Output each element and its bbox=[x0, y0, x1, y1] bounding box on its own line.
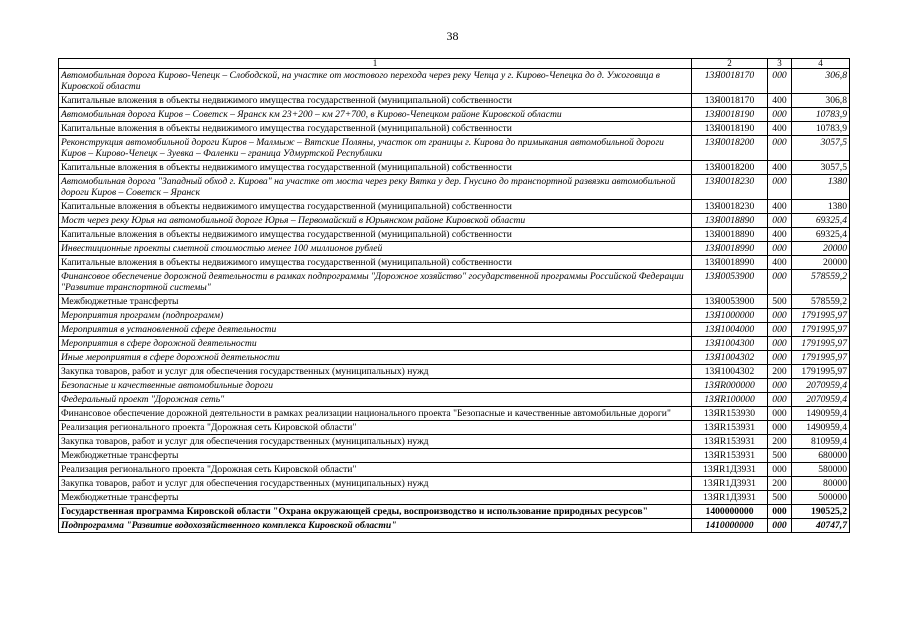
row-name-cell: Подпрограмма "Развитие водохозяйственного комплекса Кировской области" bbox=[59, 519, 692, 533]
row-code-cell: 13Я0018990 bbox=[692, 256, 768, 270]
row-amount-cell: 3057,5 bbox=[792, 136, 850, 161]
row-code-cell: 13Я1004300 bbox=[692, 337, 768, 351]
row-type-cell: 200 bbox=[768, 435, 792, 449]
table-row bbox=[59, 136, 850, 161]
row-amount-cell: 40747,7 bbox=[792, 519, 850, 533]
table-row bbox=[59, 108, 850, 122]
row-amount-cell: 10783,9 bbox=[792, 108, 850, 122]
table-row bbox=[59, 122, 850, 136]
row-name-cell: Капитальные вложения в объекты недвижимого имущества государственной (муниципальной) собственности bbox=[59, 122, 692, 136]
row-amount-cell: 1380 bbox=[792, 175, 850, 200]
row-name-cell: Иные мероприятия в сфере дорожной деятельности bbox=[59, 351, 692, 365]
table-row bbox=[59, 351, 850, 365]
table-row bbox=[59, 94, 850, 108]
table-row bbox=[59, 505, 850, 519]
row-type-cell: 000 bbox=[768, 505, 792, 519]
row-type-cell: 400 bbox=[768, 228, 792, 242]
row-amount-cell: 1380 bbox=[792, 200, 850, 214]
row-code-cell: 13Я0018170 bbox=[692, 69, 768, 94]
row-type-cell: 400 bbox=[768, 256, 792, 270]
row-code-cell: 13Я0053900 bbox=[692, 270, 768, 295]
row-amount-cell: 1791995,97 bbox=[792, 351, 850, 365]
table-row bbox=[59, 270, 850, 295]
row-name-cell: Реализация регионального проекта "Дорожная сеть Кировской области" bbox=[59, 421, 692, 435]
row-code-cell: 13Я0018230 bbox=[692, 200, 768, 214]
row-name-cell: Автомобильная дорога "Западный обход г. Кирова" на участке от моста через реку Вятка у дер. Гнусино до транспортной развязки автомобильной дороги Киров – Советск – Яранск bbox=[59, 175, 692, 200]
row-type-cell: 000 bbox=[768, 351, 792, 365]
row-name-cell: Закупка товаров, работ и услуг для обеспечения государственных (муниципальных) нужд bbox=[59, 477, 692, 491]
row-amount-cell: 306,8 bbox=[792, 94, 850, 108]
row-name-cell: Межбюджетные трансферты bbox=[59, 295, 692, 309]
row-amount-cell: 1791995,97 bbox=[792, 323, 850, 337]
row-type-cell: 000 bbox=[768, 136, 792, 161]
row-type-cell: 000 bbox=[768, 309, 792, 323]
row-amount-cell: 810959,4 bbox=[792, 435, 850, 449]
row-name-cell: Межбюджетные трансферты bbox=[59, 491, 692, 505]
row-type-cell: 000 bbox=[768, 379, 792, 393]
row-code-cell: 13Я0018190 bbox=[692, 108, 768, 122]
row-code-cell: 13ЯR153931 bbox=[692, 421, 768, 435]
table-row bbox=[59, 161, 850, 175]
row-amount-cell: 190525,2 bbox=[792, 505, 850, 519]
table-row bbox=[59, 463, 850, 477]
row-name-cell: Закупка товаров, работ и услуг для обеспечения государственных (муниципальных) нужд bbox=[59, 365, 692, 379]
row-code-cell: 13ЯR153931 bbox=[692, 435, 768, 449]
row-code-cell: 13Я0018200 bbox=[692, 161, 768, 175]
row-amount-cell: 3057,5 bbox=[792, 161, 850, 175]
row-type-cell: 000 bbox=[768, 242, 792, 256]
row-name-cell: Финансовое обеспечение дорожной деятельности в рамках реализации национального проекта "Безопасные и качественные автомобильные дороги" bbox=[59, 407, 692, 421]
row-type-cell: 000 bbox=[768, 270, 792, 295]
table-row bbox=[59, 365, 850, 379]
table-row bbox=[59, 323, 850, 337]
table-row bbox=[59, 421, 850, 435]
row-amount-cell: 69325,4 bbox=[792, 214, 850, 228]
table-header-row bbox=[59, 59, 850, 69]
table-row bbox=[59, 435, 850, 449]
table-row bbox=[59, 379, 850, 393]
row-type-cell: 000 bbox=[768, 175, 792, 200]
row-code-cell: 13Я0018230 bbox=[692, 175, 768, 200]
header-col-name: 1 bbox=[59, 59, 692, 69]
row-name-cell: Реконструкция автомобильной дороги Киров – Малмыж – Вятские Поляны, участок от границы г. Кирова до примыкания автомобильной дороги Киров – Кирово-Чепецк – Зуевка – Фаленки – граница Удмуртской Республики bbox=[59, 136, 692, 161]
row-code-cell: 13Я0018890 bbox=[692, 214, 768, 228]
row-type-cell: 500 bbox=[768, 449, 792, 463]
row-type-cell: 000 bbox=[768, 337, 792, 351]
header-col-code: 2 bbox=[692, 59, 768, 69]
row-type-cell: 400 bbox=[768, 200, 792, 214]
row-code-cell: 13Я1000000 bbox=[692, 309, 768, 323]
row-type-cell: 200 bbox=[768, 477, 792, 491]
row-type-cell: 400 bbox=[768, 122, 792, 136]
row-code-cell: 13ЯR1Д3931 bbox=[692, 477, 768, 491]
row-amount-cell: 2070959,4 bbox=[792, 393, 850, 407]
row-amount-cell: 500000 bbox=[792, 491, 850, 505]
row-code-cell: 13Я1004302 bbox=[692, 365, 768, 379]
row-amount-cell: 20000 bbox=[792, 242, 850, 256]
row-code-cell: 13Я1004000 bbox=[692, 323, 768, 337]
row-amount-cell: 578559,2 bbox=[792, 270, 850, 295]
row-type-cell: 000 bbox=[768, 421, 792, 435]
row-type-cell: 000 bbox=[768, 108, 792, 122]
row-name-cell: Автомобильная дорога Киров – Советск – Яранск км 23+200 – км 27+700, в Кирово-Чепецком районе Кировской области bbox=[59, 108, 692, 122]
row-amount-cell: 1490959,4 bbox=[792, 407, 850, 421]
row-code-cell: 13ЯR100000 bbox=[692, 393, 768, 407]
table-row bbox=[59, 214, 850, 228]
row-type-cell: 000 bbox=[768, 69, 792, 94]
table-row bbox=[59, 256, 850, 270]
row-name-cell: Мероприятия программ (подпрограмм) bbox=[59, 309, 692, 323]
row-type-cell: 000 bbox=[768, 407, 792, 421]
row-type-cell: 000 bbox=[768, 323, 792, 337]
row-type-cell: 500 bbox=[768, 491, 792, 505]
row-name-cell: Государственная программа Кировской области "Охрана окружающей среды, воспроизводство и использование природных ресурсов" bbox=[59, 505, 692, 519]
header-col-type: 3 bbox=[768, 59, 792, 69]
row-type-cell: 000 bbox=[768, 393, 792, 407]
row-amount-cell: 69325,4 bbox=[792, 228, 850, 242]
table-row bbox=[59, 175, 850, 200]
row-code-cell: 13Я0018190 bbox=[692, 122, 768, 136]
table-row bbox=[59, 242, 850, 256]
row-code-cell: 13Я0018890 bbox=[692, 228, 768, 242]
row-code-cell: 13ЯR1Д3931 bbox=[692, 463, 768, 477]
row-code-cell: 13ЯR153931 bbox=[692, 449, 768, 463]
row-name-cell: Капитальные вложения в объекты недвижимого имущества государственной (муниципальной) собственности bbox=[59, 94, 692, 108]
row-name-cell: Автомобильная дорога Кирово-Чепецк – Слободской, на участке от мостового перехода через реку Чепца у г. Кирово-Чепецка до д. Ужоговица в Кировской области bbox=[59, 69, 692, 94]
row-code-cell: 13Я1004302 bbox=[692, 351, 768, 365]
row-name-cell: Капитальные вложения в объекты недвижимого имущества государственной (муниципальной) собственности bbox=[59, 200, 692, 214]
table-row bbox=[59, 200, 850, 214]
row-amount-cell: 1791995,97 bbox=[792, 309, 850, 323]
row-code-cell: 13Я0053900 bbox=[692, 295, 768, 309]
row-name-cell: Капитальные вложения в объекты недвижимого имущества государственной (муниципальной) собственности bbox=[59, 256, 692, 270]
row-type-cell: 000 bbox=[768, 214, 792, 228]
row-amount-cell: 1490959,4 bbox=[792, 421, 850, 435]
row-name-cell: Инвестиционные проекты сметной стоимостью менее 100 миллионов рублей bbox=[59, 242, 692, 256]
row-code-cell: 13ЯR000000 bbox=[692, 379, 768, 393]
row-amount-cell: 306,8 bbox=[792, 69, 850, 94]
row-name-cell: Закупка товаров, работ и услуг для обеспечения государственных (муниципальных) нужд bbox=[59, 435, 692, 449]
table-row bbox=[59, 337, 850, 351]
table-row bbox=[59, 407, 850, 421]
row-type-cell: 400 bbox=[768, 94, 792, 108]
row-amount-cell: 10783,9 bbox=[792, 122, 850, 136]
row-name-cell: Капитальные вложения в объекты недвижимого имущества государственной (муниципальной) собственности bbox=[59, 228, 692, 242]
row-amount-cell: 2070959,4 bbox=[792, 379, 850, 393]
row-code-cell: 13Я0018990 bbox=[692, 242, 768, 256]
row-name-cell: Федеральный проект "Дорожная сеть" bbox=[59, 393, 692, 407]
row-code-cell: 13ЯR1Д3931 bbox=[692, 491, 768, 505]
row-amount-cell: 680000 bbox=[792, 449, 850, 463]
row-code-cell: 1400000000 bbox=[692, 505, 768, 519]
table-row bbox=[59, 449, 850, 463]
row-amount-cell: 1791995,97 bbox=[792, 365, 850, 379]
row-amount-cell: 20000 bbox=[792, 256, 850, 270]
row-code-cell: 13Я0018170 bbox=[692, 94, 768, 108]
row-type-cell: 000 bbox=[768, 463, 792, 477]
row-name-cell: Мероприятия в установленной сфере деятельности bbox=[59, 323, 692, 337]
table-row bbox=[59, 228, 850, 242]
row-type-cell: 500 bbox=[768, 295, 792, 309]
table-row bbox=[59, 309, 850, 323]
row-name-cell: Безопасные и качественные автомобильные дороги bbox=[59, 379, 692, 393]
table-row bbox=[59, 393, 850, 407]
row-name-cell: Финансовое обеспечение дорожной деятельности в рамках подпрограммы "Дорожное хозяйство" государственной программы Российской Федерации "Развитие транспортной системы" bbox=[59, 270, 692, 295]
row-name-cell: Мероприятия в сфере дорожной деятельности bbox=[59, 337, 692, 351]
row-type-cell: 400 bbox=[768, 161, 792, 175]
row-amount-cell: 578559,2 bbox=[792, 295, 850, 309]
table-row bbox=[59, 519, 850, 533]
table-row bbox=[59, 69, 850, 94]
row-code-cell: 13Я0018200 bbox=[692, 136, 768, 161]
row-amount-cell: 80000 bbox=[792, 477, 850, 491]
table-row bbox=[59, 491, 850, 505]
row-amount-cell: 580000 bbox=[792, 463, 850, 477]
row-name-cell: Реализация регионального проекта "Дорожная сеть Кировской области" bbox=[59, 463, 692, 477]
row-amount-cell: 1791995,97 bbox=[792, 337, 850, 351]
row-name-cell: Межбюджетные трансферты bbox=[59, 449, 692, 463]
budget-table bbox=[58, 58, 850, 533]
row-name-cell: Мост через реку Юрья на автомобильной дороге Юрья – Первомайский в Юрьянском районе Кировской области bbox=[59, 214, 692, 228]
table-row bbox=[59, 477, 850, 491]
header-col-amount: 4 bbox=[792, 59, 850, 69]
table-row bbox=[59, 295, 850, 309]
row-type-cell: 000 bbox=[768, 519, 792, 533]
row-name-cell: Капитальные вложения в объекты недвижимого имущества государственной (муниципальной) собственности bbox=[59, 161, 692, 175]
page-number: 38 bbox=[446, 29, 459, 43]
row-code-cell: 13ЯR153930 bbox=[692, 407, 768, 421]
row-code-cell: 1410000000 bbox=[692, 519, 768, 533]
row-type-cell: 200 bbox=[768, 365, 792, 379]
